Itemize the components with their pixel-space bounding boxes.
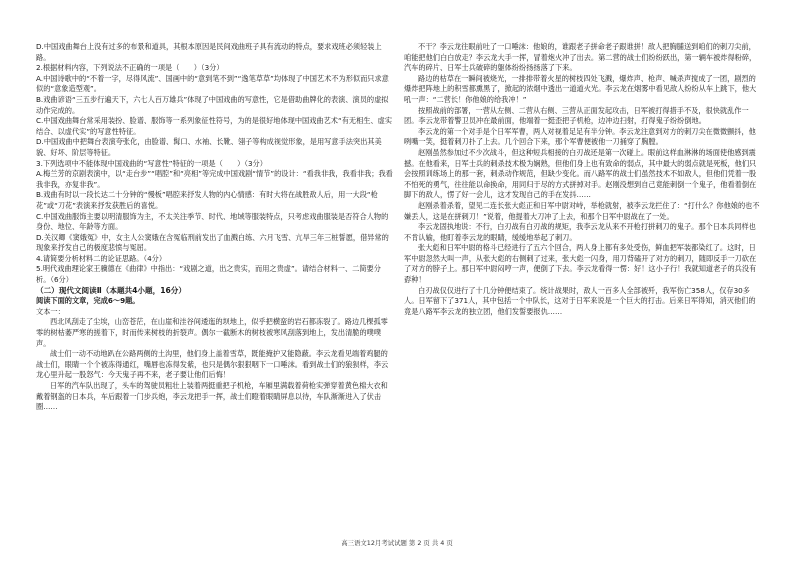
question-2-option-c: C.中国戏曲舞台常采用装扮、脸谱、服饰等一系列象征性符号，为的是很好地体现中国戏曲艺术“有无相生、虚实结合、以虚代实”的写意性特征。	[36, 116, 393, 136]
left-column	[36, 42, 394, 534]
passage-paragraph: 白刃战仅仅进行了十几分钟便结束了。统计战果时，敌人一百多人全部被歼，我军伤亡358人，仅存30多人。日军留下了371人，其中包括一个中队长，这对于日军来说是一个巨大的打击。后来日军得知，消灭他们的竟是八路军李云龙的独立团，他们发誓要报仇……	[404, 285, 756, 316]
page-footer: 高三语文12月考试试题 第 2 页 共 4 页	[341, 539, 453, 547]
passage-paragraph: 赵刚虽然参加过不少次战斗，但这种短兵相接的白刃战还是第一次碰上。眼前这样血淋淋的场面使他感到震撼。在他看来，日军士兵的刺杀技术极为娴熟，但他们身上也有致命的弱点，其中最大的弱点就是死板，他们只会按照训练场上的那一套，刺杀动作规范，但缺少变化。而八路军的战士们虽然技术不如敌人，但他们凭着一股不怕死的勇气，往往能以命换命，用同归于尽的方式拼掉对手。赵刚没想到自己竟能刺倒一个鬼子，他看着倒在脚下的敌人，愣了好一会儿，这才发现自己的手在发抖……	[404, 147, 757, 200]
passage-paragraph: 路边的枯草在一瞬间被烧光，一排排带着火星的树枝四处飞溅，爆炸声、枪声、喊杀声搅成了一团，剧烈的爆炸把阵地上的积雪都熏黑了，掀起的浓烟中透出一道道火光。李云龙在烟雾中看见敌人纷纷从车上跳下，他大吼一声：“二营长！你他娘的给我冲！”	[404, 73, 757, 104]
passage-paragraph: 李云龙的第一个对手是个日军军曹，两人对视着足足有半分钟。李云龙注意到对方的刺刀尖在微微颤抖，他咧嘴一笑，挺着刺刀扑了上去。几个回合下来，那个军曹便被他一刀捅穿了胸膛。	[404, 126, 756, 147]
passage-paragraph: 不干？李云龙往眼前吐了一口唾沫：他娘的，谁跟老子拼命老子跟谁拼！敌人把胸脯送到咱们的刺刀尖前，咱能把他们白白放走？李云龙大手一挥，冒着炮火冲了出去。第二营的战士们纷纷跃出，第一辆车被炸得粉碎，汽车的碎片、日军士兵破碎的躯体纷纷扬扬落了下来。	[404, 42, 757, 73]
question-2-option-a: A.中国诗歌中的“不着一字，尽得风流”、国画中的“意到笔不到”“逸笔草草”均体现了中国艺术不为形似而只求意似的“意象造型观”。	[36, 73, 389, 94]
passage-paragraph: 西北风刮走了尘埃，山峦苍茫，在山崖和洼谷间逶迤的坝地上，似乎把横蛮的岩石都冻裂了。路边几棵孤零零的树枯萎严寒的搓着下，时而传来树枝的折裂声。偶尔一截断木的树枝被寒风刮落到地上，发出清脆的噗噗声。	[36, 317, 388, 348]
right-column	[404, 42, 760, 552]
question-2-option-b: B.戏曲谚语“三五步行遍天下，六七人百万雄兵”体现了中国戏曲的写意性，它是借助曲牌化的表演、演员的虚拟动作完成的。	[36, 94, 389, 115]
passage-paragraph: 张大彪和日军中尉的格斗已经进行了五六个回合，两人身上都有多处受伤，鲜血把军装都染红了。这时，日军中尉忽然大叫一声，从张大彪的右侧刺了过来，张大彪一闪身，用刀背磕开了对方的刺刀，随即反手一刀砍在了对方的脖子上。那日军中尉闷哼一声，便倒了下去。李云龙看得一愣：好！这小子行！我就知道老子的兵没有孬种！	[404, 243, 757, 285]
question-3-option-b: B.戏曲有时以一段长达二十分钟的“慢板”唱腔来抒发人物的内心情感：有时大将在战胜敌人后，用一大段“枪花”或“刀花”表演来抒发获胜后的喜悦。	[36, 190, 378, 210]
passage-paragraph: 战士们一动不动地趴在公路两侧的土沟里，他们身上盖着雪草，既能掩护又能隐蔽。李云龙看见端着鸡腿的战士们，眼睛一个个被冻得通红，嘴唇也冻得发紫，也只是偶尔狠狠咽下一口唾沫。看到战士们的狼狈样，李云龙心里升起一股怒气：今天鬼子再不来，老子要让他们后悔！	[36, 349, 389, 380]
passage-paragraph: 李云龙固执地说：不行，白刃战有白刃战的规矩，我李云龙从来不开枪打拼刺刀的鬼子。那个日本兵同样也不肯认输，他盯着李云龙的眼睛，缓缓地举起了刺刀。	[404, 222, 756, 242]
reading-instruction: 阅读下面的文章，完成6～9题。	[36, 296, 140, 306]
passage-paragraph: 日军的汽车队出现了，头车的驾驶员粗壮上装着两挺重把子机枪，车厢里满载着荷枪实弹穿着黄色棉大衣和戴着钢盔的日本兵，车后跟着一门步兵炮，李云龙把手一挥，战士们瞪着眼睛屏息以待，车队渐渐进入了伏击圈……	[36, 381, 388, 412]
text-label: 文本一：	[36, 306, 65, 316]
section-2-heading: （二）现代文阅读Ⅱ（本题共4小题，16分）	[36, 285, 186, 295]
question-3-option-d: D.关汉卿《窦娥冤》中，女主人公窦娥在含冤临刑前发出了血溅白练、六月飞雪、亢旱三年三桩誓愿，借异常的现象来抒发自己的极度悲愤与冤屈。	[36, 232, 389, 253]
question-4: 4.请简要分析材料二的论证思路。（4分）	[36, 253, 167, 263]
question-2-stem: 2.根据材料内容，下列说法不正确的一项是（ ）（3分）	[36, 63, 224, 73]
question-3-option-c: C.中国戏曲服饰主要以明清服饰为主，不太关注季节、时代、地域等服装特点，只考虑戏曲服装是否符合人物的身份、地位、年龄等方面。	[36, 211, 389, 232]
question-2-option-d: D.中国戏曲中把舞台表演夸张化，由脸谱、髯口、水袖、长靴、翎子等构成视觉形象，是用写意手法突出其美貌、好坏、阶层等特征。	[36, 137, 382, 157]
question-5: 5.明代戏曲理论家王骥德在《曲律》中指出：“戏剧之道，出之贵实，而用之贵虚”。请结合材料一、二简要分析。（6分）	[36, 264, 381, 285]
passage-paragraph: 赵刚杀着杀着，望见二连长张大彪正和日军中尉对峙，举枪就射，被李云龙拦住了：“打什么？你他娘的也不嫌丢人，这是在拼刺刀！”说着，他提着大刀冲了上去，和那个日军中尉战在了一处。	[404, 200, 760, 221]
question-3-stem: 3.下列选项中不能体现中国戏曲的“写意性”特征的一项是（ ）（3分）	[36, 158, 267, 168]
question-3-option-a: A.梅兰芳的京剧表演中，以“走台步”“唱腔”和“亮相”等完成中国戏剧“情节”的设计：“看我非我，我看非我；我看我非我，亦复非我”。	[36, 169, 393, 189]
question-1-option-d: D.中国戏曲舞台上没有过多的布景和道具，其根本原因是民间戏曲班子具有流动的特点，要求戏班必须轻装上路。	[36, 42, 382, 62]
passage-paragraph: 按照战前的部署，一营从左侧、二营从右侧、三营从正面发起攻击，日军被打得措手不及，很快就乱作一团。李云龙带着警卫员冲在最前面，他端着一挺歪把子机枪，边冲边扫射，打得鬼子纷纷倒地。	[404, 105, 749, 126]
